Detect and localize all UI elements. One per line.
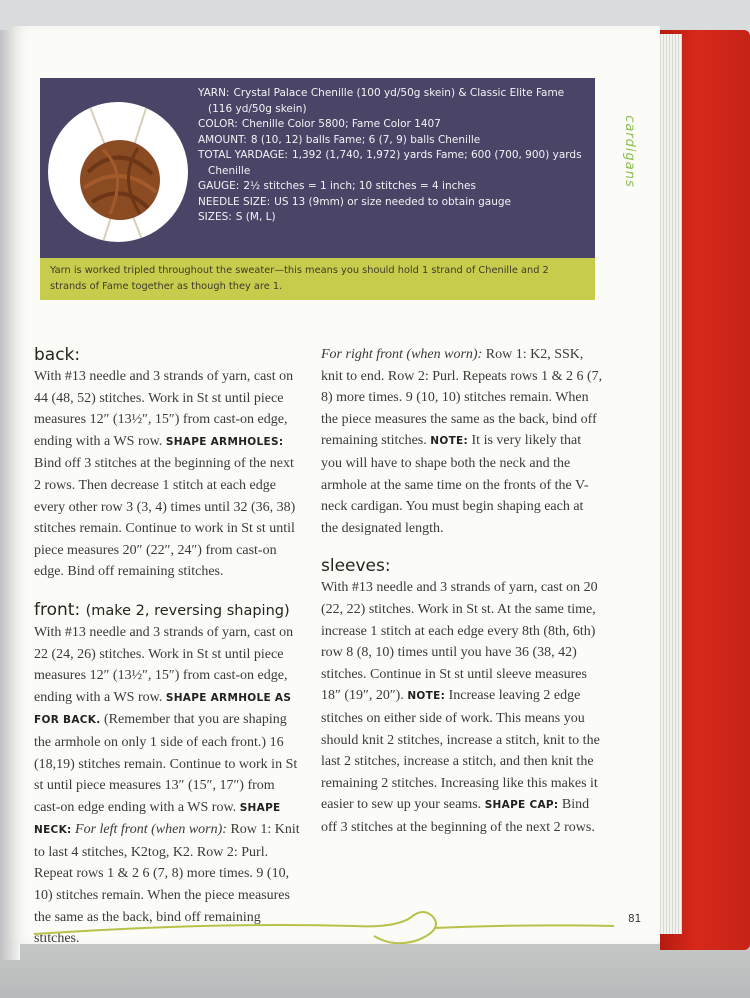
spec-line xyxy=(198,195,590,211)
sleeves-note-keyword: NOTE: xyxy=(407,690,446,703)
spec-label: YARN: xyxy=(198,87,230,99)
sleeves-heading: sleeves: xyxy=(321,556,391,577)
page-number: 81 xyxy=(628,913,642,925)
yarn-ball-image xyxy=(48,102,188,242)
spec-value: Chenille Color 5800; Fame Color 1407 xyxy=(241,118,441,130)
spec-value: 2½ stitches = 1 inch; 10 stitches = 4 inches xyxy=(243,180,476,192)
back-heading: back: xyxy=(34,345,81,365)
spec-value: 1,392 (1,740, 1,972) yards Fame; 600 (700, 900) yards Chenille xyxy=(208,149,582,177)
front-heading xyxy=(34,599,304,622)
left-front-label: For left front (when worn): xyxy=(75,822,227,838)
spec-line xyxy=(198,210,590,226)
spec-line xyxy=(198,148,590,179)
back-text-1: With #13 needle and 3 strands of yarn, cast on 44 (48, 52) stitches. Work in St st until piece measures 12″ (13½″, 15″) from cast-on edge, ending with a WS row. xyxy=(34,369,294,449)
shape-armholes-keyword: SHAPE ARMHOLES: xyxy=(165,435,284,448)
section-tab xyxy=(614,106,644,196)
yarn-ball-illustration xyxy=(48,102,188,242)
spec-line xyxy=(198,86,590,117)
spec-label: SIZES: xyxy=(198,211,232,223)
yarn-note-text: Yarn is worked tripled throughout the sweater—this means you should hold 1 strand of Chenille and 2 strands of Fame together as though they are 1. xyxy=(50,265,549,292)
front-note-keyword: NOTE: xyxy=(430,435,469,448)
front-text-5: It is very likely that you will have to shape both the neck and the armhole at the same time on the fronts of the V-neck cardigan. You must begin shaping each at the designated length. xyxy=(321,433,589,536)
spec-line xyxy=(198,133,590,149)
yarn-note-band xyxy=(40,258,595,300)
yarn-info-box xyxy=(40,78,595,258)
spec-line xyxy=(198,117,590,133)
shape-armhole-keyword: SHAPE ARMHOLE AS FOR BACK. xyxy=(34,691,292,727)
sleeves-text-1: With #13 needle and 3 strands of yarn, cast on 20 (22, 22) stitches. Work in St st. At the same time, increase 1 stitch at each edge every 8th (8th, 6th) row 8 (8, 10) times until you have 36 (38, 42) stitches. Continue in St st until sleeve measures 18″ (19″, 20″). xyxy=(321,580,598,704)
back-instructions xyxy=(34,366,304,583)
sleeves-text-3: Bind off 3 stitches at the beginning of the next 2 rows. xyxy=(321,797,595,835)
spec-label: GAUGE: xyxy=(198,180,240,192)
front-text-1: With #13 needle and 3 strands of yarn, cast on 22 (24, 26) stitches. Work in St st until piece measures 12″ (13½″, 15″) from cast-on edge, ending with a WS row. xyxy=(34,624,294,705)
back-text-2: Bind off 3 stitches at the beginning of the next 2 rows. Then decrease 1 stitch at each edge every other row 3 (3, 4) times until 32 (36, 38) stitches remain. Continue to work in St st until piece measures 20″ (22″, 24″) from cast-on edge. Bind off remaining stitches. xyxy=(34,456,296,580)
front-text-4: Row 1: K2, SSK, knit to end. Row 2: Purl. Repeats rows 1 & 2 6 (7, 8) more times. 9 (10, 10) stitches remain. When the piece measures the same as the back, bind off remaining stitches. xyxy=(321,347,603,449)
front-text-3: Row 1: Knit to last 4 stitches, K2tog, K2. Row 2: Purl. Repeat rows 1 & 2 6 (7, 8) more times. 9 (10, 10) stitches remain. When the piece measures the same as the back, bind off remaining stitches. xyxy=(34,822,300,947)
section-tab-label: cardigans xyxy=(621,114,637,188)
left-column xyxy=(34,344,304,950)
front-text-2: (Remember that you are shaping the armhole on only 1 side of each front.) 16 (18,19) stitches remain. Continue to work in St st until piece measures 13″ (15″, 17″) from cast-on edge ending with a WS row. xyxy=(34,712,298,815)
footer-swirl-ornament xyxy=(14,900,654,950)
front-instructions-continued xyxy=(321,344,603,539)
spec-value: US 13 (9mm) or size needed to obtain gauge xyxy=(274,195,512,208)
spec-label: TOTAL YARDAGE: xyxy=(198,149,288,161)
front-heading-sub: (make 2, reversing shaping) xyxy=(85,602,290,619)
right-column xyxy=(321,344,603,838)
shape-cap-keyword: SHAPE CAP: xyxy=(484,799,559,812)
spec-value: S (M, L) xyxy=(235,211,276,223)
right-front-label: For right front (when worn): xyxy=(321,347,483,362)
yarn-specs xyxy=(198,86,590,226)
spec-label: NEEDLE SIZE: xyxy=(198,195,271,208)
front-heading-title: front: xyxy=(34,599,81,620)
spec-line xyxy=(198,179,590,195)
shape-neck-keyword: SHAPE NECK: xyxy=(34,801,281,837)
spec-value: Crystal Palace Chenille (100 yd/50g skein) & Classic Elite Fame (116 yd/50g skein) xyxy=(208,87,565,115)
sleeves-text-2: Increase leaving 2 edge stitches on either side of work. This means you should knit 2 stitches, increase a stitch, knit to the last 2 stitches, increase a stitch, and then knit the remaining 2 stitches. Increasing like this makes it easier to sew up your seams. xyxy=(321,688,600,813)
spec-label: AMOUNT: xyxy=(198,133,247,146)
spec-value: 8 (10, 12) balls Fame; 6 (7, 9) balls Chenille xyxy=(250,133,481,146)
spec-label: COLOR: xyxy=(198,118,238,130)
sleeves-instructions xyxy=(321,577,603,838)
